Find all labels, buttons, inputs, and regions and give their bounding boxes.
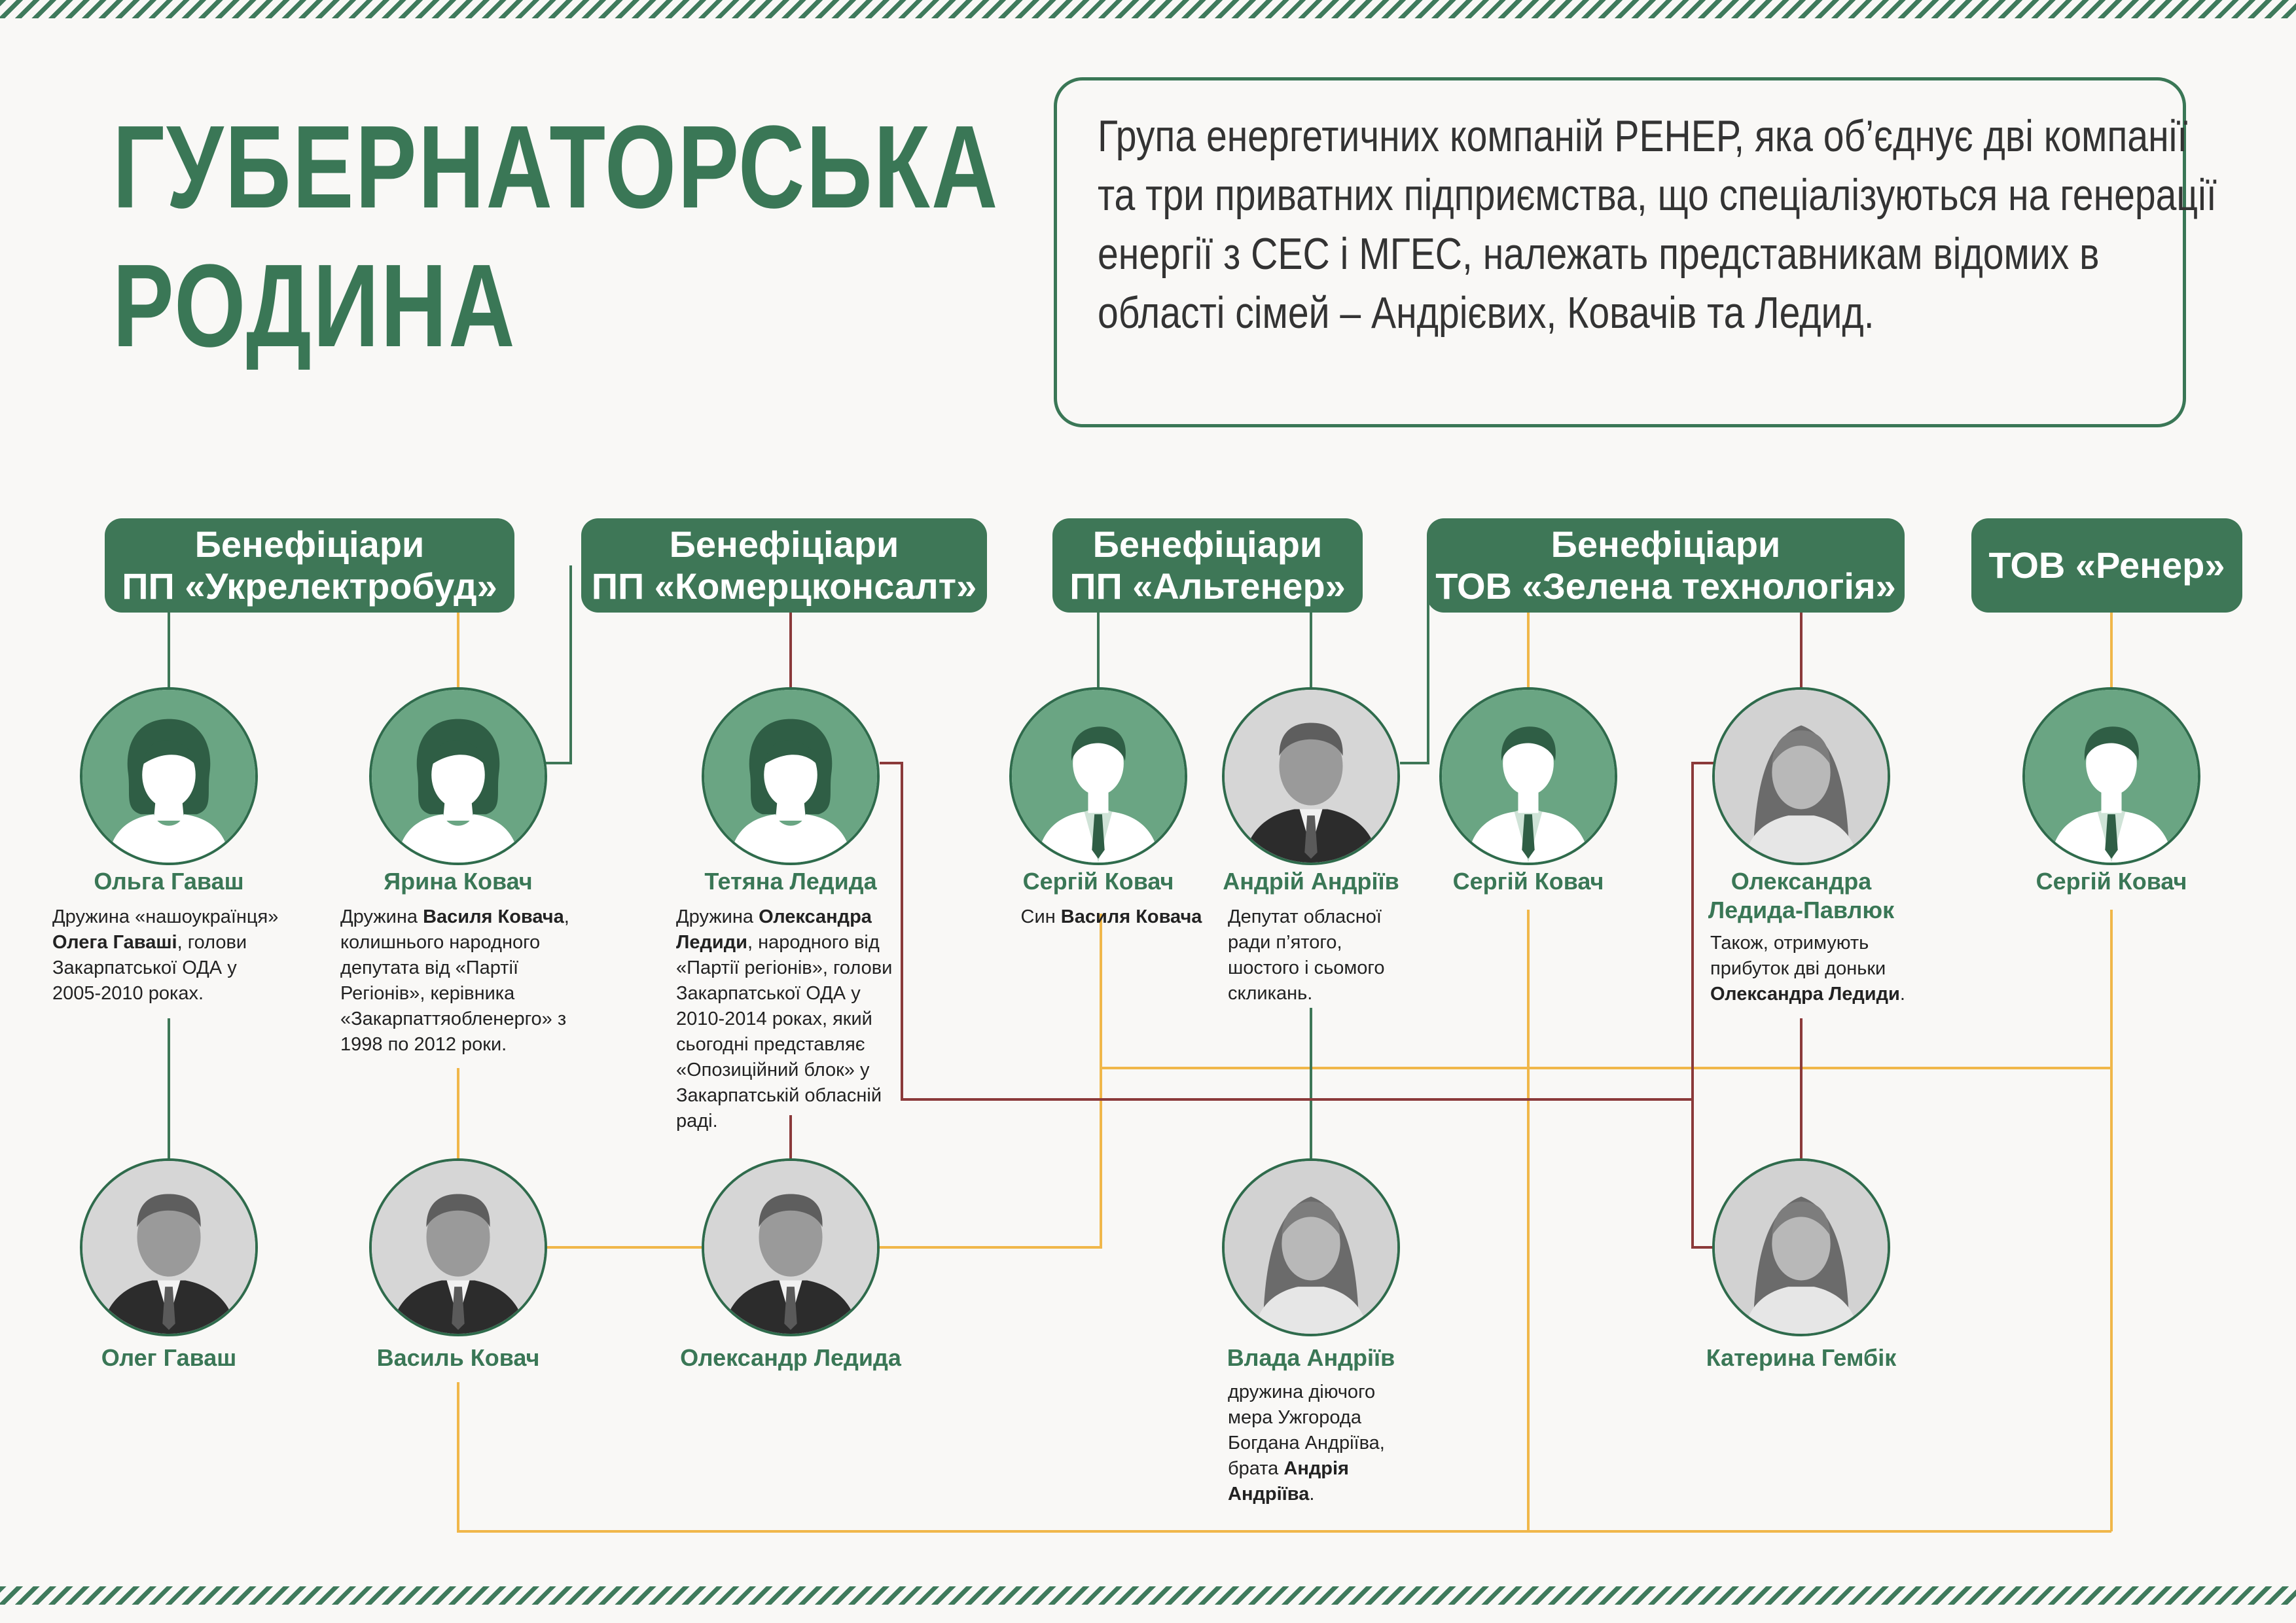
page-title-line-2: РОДИНА xyxy=(113,240,516,372)
avatar-serhii-3 xyxy=(2022,687,2200,865)
female-photo-icon xyxy=(1715,1161,1888,1334)
avatar-oleksandr xyxy=(702,1158,880,1336)
header-ukrelektrobud-line1: Бенефіціари xyxy=(194,524,425,565)
avatar-oleksandra xyxy=(1712,687,1890,865)
avatar-kateryna xyxy=(1712,1158,1890,1336)
link-komerc-yaryna xyxy=(545,565,571,763)
person-name-oleh: Олег Гаваш xyxy=(101,1344,237,1371)
person-name-tetiana: Тетяна Ледида xyxy=(704,868,877,895)
header-rener xyxy=(1971,518,2242,613)
person-desc-tetiana: Дружина Олександра Ледиди, народного від «Партії регіонів», голови Закарпатської ОДА у 2010-2014 роках, який сьогодні представляє «Опозиційний блок» у Закарпатській обласній раді. xyxy=(676,906,893,1132)
header-altener-line2: ПП «Альтенер» xyxy=(1069,565,1346,607)
male-avatar-icon xyxy=(1012,690,1185,863)
page-title-line-1: ГУБЕРНАТОРСЬКА xyxy=(113,101,999,233)
person-desc-andrii: Депутат обласної ради п’ятого, шостого і сьомого скликань. xyxy=(1228,906,1385,1004)
person-name-serhii-1: Сергій Ковач xyxy=(1022,868,1174,895)
person-name-vlada: Влада Андріїв xyxy=(1227,1344,1395,1371)
header-altener xyxy=(1052,518,1363,613)
header-zelena-line2: ТОВ «Зелена технологія» xyxy=(1435,565,1896,607)
header-zelena xyxy=(1427,518,1905,613)
male-photo-icon xyxy=(82,1161,255,1334)
header-altener-line1: Бенефіціари xyxy=(1092,524,1323,565)
link-zelena-andrii xyxy=(1400,565,1428,763)
person-name-olga: Ольга Гаваш xyxy=(94,868,244,895)
header-komercconsalt-line1: Бенефіціари xyxy=(669,524,899,565)
avatar-olga xyxy=(80,687,258,865)
header-komercconsalt-line2: ПП «Комерцконсалт» xyxy=(591,565,977,607)
header-rener-line1: ТОВ «Ренер» xyxy=(1988,544,2225,586)
person-desc-vlada: дружина діючого мера Ужгорода Богдана Андріїва, брата Андрія Андріїва. xyxy=(1228,1382,1385,1505)
header-ukrelektrobud-line2: ПП «Укрелектробуд» xyxy=(122,565,497,607)
avatar-vlada xyxy=(1222,1158,1400,1336)
link-oleksandr-serhii1 xyxy=(880,914,1101,1247)
link-oleksandra-kateryna-left xyxy=(1693,1099,1713,1247)
male-avatar-icon xyxy=(2025,690,2198,863)
person-name-vasyl: Василь Ковач xyxy=(376,1344,540,1371)
person-desc-oleksandra: Також, отримують прибуток дві доньки Олександра Ледиди. xyxy=(1710,933,1905,1005)
intro-text: Група енергетичних компаній РЕНЕР, яка об’єднує дві компанії та три приватних підприємства, що спеціалізуються на генерації енергії з СЕС і МГЕС, належать представникам відомих в області сімей – Андрієвих, Ковачів та Ледид. xyxy=(1098,111,2217,338)
header-zelena-line1: Бенефіціари xyxy=(1551,524,1781,565)
person-desc-yaryna: Дружина Василя Ковача, колишнього народного депутата від «Партії Регіонів», керівника «Закарпаттяобленерго» з 1998 по 2012 роки. xyxy=(340,906,569,1055)
person-name-serhii-2: Сергій Ковач xyxy=(1452,868,1604,895)
person-desc-olga: Дружина «нашоукраїнця» Олега Гаваші, голови Закарпатської ОДА у 2005-2010 роках. xyxy=(52,906,279,1004)
female-avatar-icon xyxy=(372,690,545,863)
male-avatar-icon xyxy=(1442,690,1615,863)
avatar-oleh xyxy=(80,1158,258,1336)
person-desc-serhii-1: Син Василя Ковача xyxy=(1020,906,1202,927)
male-photo-icon xyxy=(372,1161,545,1334)
person-name-kateryna: Катерина Гембік xyxy=(1706,1344,1897,1371)
header-komercconsalt xyxy=(581,518,987,613)
female-photo-icon xyxy=(1225,1161,1397,1334)
avatar-serhii-2 xyxy=(1439,687,1617,865)
person-name-yaryna: Ярина Ковач xyxy=(384,868,533,895)
person-name-serhii-3: Сергій Ковач xyxy=(2036,868,2187,895)
female-avatar-icon xyxy=(82,690,255,863)
avatar-andrii xyxy=(1222,687,1400,865)
avatar-vasyl xyxy=(369,1158,547,1336)
avatar-tetiana xyxy=(702,687,880,865)
male-photo-icon xyxy=(704,1161,877,1334)
person-name-oleksandr: Олександр Ледида xyxy=(680,1344,901,1371)
male-photo-icon xyxy=(1225,690,1397,863)
person-name-andrii: Андрій Андріїв xyxy=(1223,868,1399,895)
avatar-serhii-1 xyxy=(1009,687,1187,865)
avatar-yaryna xyxy=(369,687,547,865)
female-photo-icon xyxy=(1715,690,1888,863)
female-avatar-icon xyxy=(704,690,877,863)
header-ukrelektrobud xyxy=(105,518,514,613)
person-name-oleksandra: Олександра Ледида-Павлюк xyxy=(1708,868,1895,923)
